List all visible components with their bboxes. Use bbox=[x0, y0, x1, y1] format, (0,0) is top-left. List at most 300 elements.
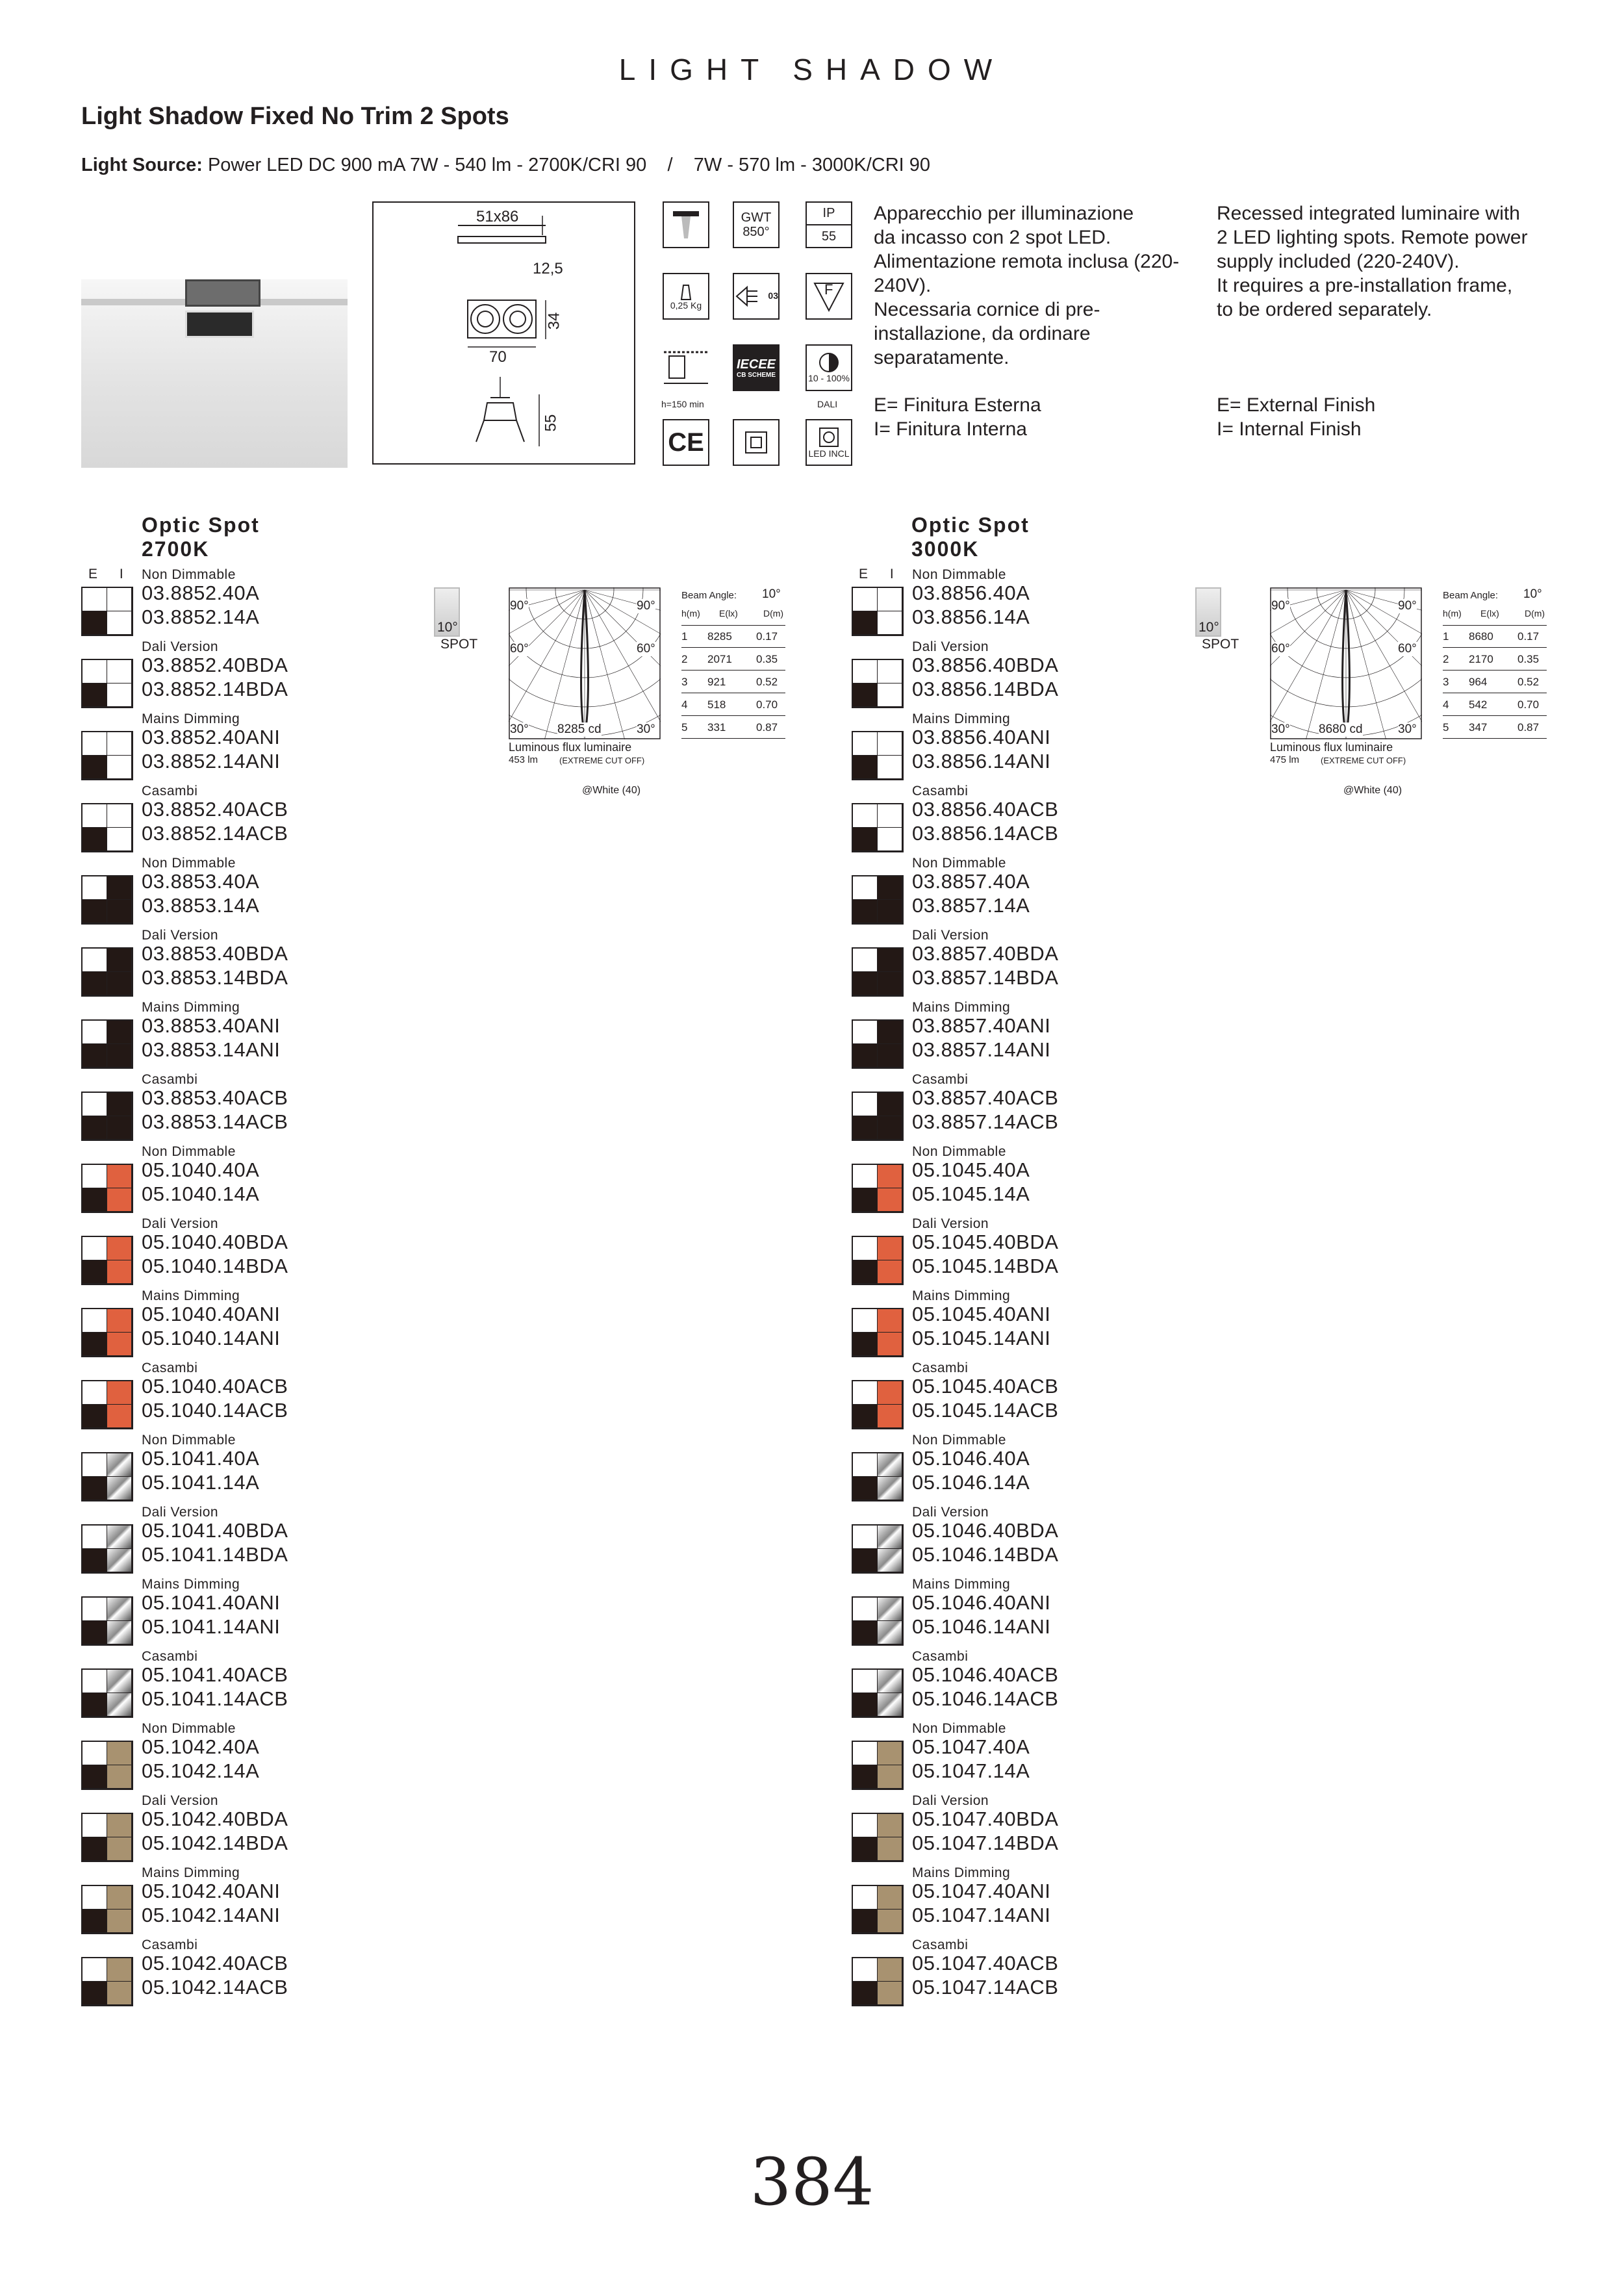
swatch-quadrant bbox=[82, 1621, 107, 1644]
product-group bbox=[81, 1144, 406, 1216]
swatch-quadrant bbox=[853, 804, 878, 828]
product-group bbox=[852, 784, 1176, 855]
version-label: Non Dimmable bbox=[912, 1144, 1006, 1159]
swatch-quadrant bbox=[878, 1021, 902, 1044]
swatch-quadrant bbox=[107, 1021, 132, 1044]
product-group bbox=[81, 1000, 406, 1071]
swatch-quadrant bbox=[107, 1044, 132, 1067]
product-code: 05.1040.14ANI bbox=[142, 1327, 281, 1349]
finish-swatch bbox=[852, 731, 904, 780]
swatch-quadrant bbox=[878, 660, 902, 683]
product-code: 05.1040.40A bbox=[142, 1158, 260, 1181]
product-code: 03.8852.40ANI bbox=[142, 726, 281, 748]
finish-swatch bbox=[81, 803, 133, 852]
product-group bbox=[81, 1721, 406, 1793]
product-code: 05.1042.40ACB bbox=[142, 1952, 288, 1974]
version-label: Non Dimmable bbox=[142, 567, 236, 582]
version-label: Dali Version bbox=[912, 1216, 989, 1231]
version-label: Mains Dimming bbox=[142, 1000, 240, 1015]
flux-value: 453 lm bbox=[509, 754, 539, 765]
swatch-quadrant bbox=[82, 1670, 107, 1693]
swatch-quadrant bbox=[82, 1165, 107, 1188]
version-label: Dali Version bbox=[912, 1505, 989, 1520]
product-group bbox=[81, 567, 406, 639]
finish-swatch bbox=[81, 1308, 133, 1357]
angle-60-right: 60° bbox=[637, 642, 655, 656]
finish-en-external: E= External Finish bbox=[1217, 394, 1376, 416]
cutoff-label: (EXTREME CUT OFF) bbox=[559, 756, 645, 765]
product-code: 03.8856.40BDA bbox=[912, 654, 1059, 676]
product-group bbox=[852, 639, 1176, 711]
version-label: Non Dimmable bbox=[142, 1721, 236, 1736]
swatch-quadrant bbox=[853, 900, 878, 923]
finish-swatch bbox=[852, 1668, 904, 1718]
swatch-quadrant bbox=[853, 1093, 878, 1116]
product-code: 05.1046.14ACB bbox=[912, 1687, 1059, 1710]
version-label: Mains Dimming bbox=[912, 1000, 1011, 1015]
swatch-quadrant bbox=[878, 804, 902, 828]
swatch-quadrant bbox=[82, 1765, 107, 1789]
product-code: 03.8852.14BDA bbox=[142, 678, 288, 700]
shadow-icon bbox=[663, 201, 709, 248]
swatch-quadrant bbox=[82, 1982, 107, 2005]
product-group bbox=[81, 1288, 406, 1360]
product-group bbox=[852, 567, 1176, 639]
dim-side: 12,5 bbox=[533, 260, 563, 277]
product-code: 05.1047.40A bbox=[912, 1735, 1030, 1758]
finish-swatch bbox=[81, 1236, 133, 1285]
product-group bbox=[852, 1649, 1176, 1720]
swatch-quadrant bbox=[82, 756, 107, 779]
column-header: D(m) bbox=[1525, 608, 1545, 619]
swatch-quadrant bbox=[82, 1910, 107, 1933]
product-title: Light Shadow Fixed No Trim 2 Spots bbox=[81, 103, 509, 130]
product-group bbox=[852, 1505, 1176, 1576]
angle-90-right: 90° bbox=[637, 599, 655, 613]
product-code-list-2700k bbox=[81, 567, 406, 2023]
swatch-quadrant bbox=[82, 1333, 107, 1356]
product-code: 05.1045.40BDA bbox=[912, 1231, 1059, 1253]
product-code: 05.1045.40ANI bbox=[912, 1303, 1051, 1325]
table-cell: 2071 bbox=[707, 653, 732, 665]
gwt-label: GWT bbox=[741, 211, 772, 225]
product-code: 05.1041.40ANI bbox=[142, 1591, 281, 1614]
description-it-line: separatamente. bbox=[874, 347, 1009, 368]
table-cell: 518 bbox=[707, 698, 726, 711]
swatch-quadrant bbox=[878, 972, 902, 995]
version-label: Casambi bbox=[142, 784, 198, 798]
product-code: 03.8857.14ANI bbox=[912, 1038, 1051, 1061]
beam-angle-value: 10° bbox=[1523, 587, 1542, 601]
finish-swatch bbox=[852, 659, 904, 708]
version-label: Casambi bbox=[912, 784, 969, 798]
swatch-quadrant bbox=[853, 1116, 878, 1140]
swatch-quadrant bbox=[878, 1549, 902, 1572]
led-incl-label: LED INCL bbox=[808, 448, 850, 459]
finish-swatch bbox=[81, 1092, 133, 1141]
swatch-quadrant bbox=[82, 1886, 107, 1910]
swatch-quadrant bbox=[853, 1670, 878, 1693]
spot-degree: 10° bbox=[1199, 620, 1219, 635]
cutoff-label: (EXTREME CUT OFF) bbox=[1321, 756, 1406, 765]
product-code: 03.8853.40ANI bbox=[142, 1014, 281, 1037]
gwt-icon bbox=[733, 201, 780, 248]
finish-it-external: E= Finitura Esterna bbox=[874, 394, 1041, 416]
product-code: 05.1045.14ANI bbox=[912, 1327, 1051, 1349]
product-group bbox=[81, 928, 406, 999]
product-group bbox=[81, 1505, 406, 1576]
table-row bbox=[681, 625, 785, 648]
iecee-icon bbox=[733, 344, 780, 391]
angle-90-left: 90° bbox=[510, 599, 529, 613]
product-group bbox=[81, 856, 406, 927]
swatch-quadrant bbox=[878, 1837, 902, 1861]
version-label: Mains Dimming bbox=[142, 711, 240, 726]
table-header bbox=[1443, 603, 1547, 626]
swatch-quadrant bbox=[878, 683, 902, 707]
finish-swatch bbox=[852, 947, 904, 997]
table-cell: 4 bbox=[1443, 698, 1449, 711]
photometry-3000k bbox=[1195, 585, 1559, 806]
finish-swatch bbox=[852, 1813, 904, 1862]
product-code: 03.8853.40ACB bbox=[142, 1086, 288, 1109]
product-group bbox=[852, 1937, 1176, 2009]
product-code-list-3000k bbox=[852, 567, 1176, 2023]
description-it-line: installazione, da ordinare bbox=[874, 323, 1091, 344]
finish-swatch bbox=[852, 1019, 904, 1069]
product-code: 05.1045.40A bbox=[912, 1158, 1030, 1181]
candela-value: 8680 cd bbox=[1319, 722, 1363, 736]
version-label: Non Dimmable bbox=[912, 856, 1006, 871]
product-code: 05.1040.14BDA bbox=[142, 1255, 288, 1277]
product-code: 05.1046.40ACB bbox=[912, 1663, 1059, 1686]
ce-icon: CE bbox=[663, 419, 709, 466]
finish-swatch bbox=[852, 1741, 904, 1790]
swatch-quadrant bbox=[878, 588, 902, 611]
swatch-quadrant bbox=[107, 1237, 132, 1260]
version-label: Dali Version bbox=[142, 639, 219, 654]
swatch-quadrant bbox=[853, 1958, 878, 1982]
table-cell: 0.70 bbox=[756, 698, 778, 711]
table-cell: 0.87 bbox=[756, 721, 778, 734]
swatch-quadrant bbox=[853, 1742, 878, 1765]
swatch-quadrant bbox=[82, 1453, 107, 1477]
table-row bbox=[1443, 671, 1547, 693]
dim-width: 70 bbox=[489, 348, 507, 366]
product-group bbox=[852, 1433, 1176, 1504]
swatch-quadrant bbox=[878, 1405, 902, 1428]
swatch-quadrant bbox=[82, 1116, 107, 1140]
swatch-quadrant bbox=[853, 1837, 878, 1861]
swatch-quadrant bbox=[853, 732, 878, 756]
product-group bbox=[81, 1793, 406, 1865]
version-label: Dali Version bbox=[912, 639, 989, 654]
swatch-quadrant bbox=[107, 1309, 132, 1333]
product-code: 03.8857.40ANI bbox=[912, 1014, 1051, 1037]
version-label: Mains Dimming bbox=[142, 1865, 240, 1880]
product-code: 05.1047.14BDA bbox=[912, 1832, 1059, 1854]
product-photo bbox=[81, 279, 348, 468]
product-code: 03.8857.40A bbox=[912, 870, 1030, 893]
table-cell: 0.35 bbox=[756, 653, 778, 665]
swatch-quadrant bbox=[107, 1549, 132, 1572]
product-group bbox=[81, 711, 406, 783]
swatch-quadrant bbox=[853, 1982, 878, 2005]
version-label: Dali Version bbox=[142, 1505, 219, 1520]
product-group bbox=[81, 1216, 406, 1288]
product-code: 05.1046.14ANI bbox=[912, 1615, 1051, 1638]
swatch-quadrant bbox=[853, 1765, 878, 1789]
product-group bbox=[81, 1865, 406, 1937]
table-cell: 0.35 bbox=[1517, 653, 1540, 665]
table-header bbox=[681, 603, 785, 626]
installation-icon bbox=[663, 344, 709, 391]
description-it-line: Necessaria cornice di pre- bbox=[874, 299, 1100, 320]
product-code: 05.1047.40ACB bbox=[912, 1952, 1059, 1974]
swatch-quadrant bbox=[107, 683, 132, 707]
version-label: Non Dimmable bbox=[912, 1433, 1006, 1448]
finish-swatch bbox=[81, 1019, 133, 1069]
swatch-quadrant bbox=[82, 1381, 107, 1405]
product-code: 03.8853.14A bbox=[142, 894, 260, 917]
swatch-quadrant bbox=[853, 972, 878, 995]
swatch-quadrant bbox=[853, 828, 878, 851]
description-it bbox=[874, 201, 1205, 370]
swatch-quadrant bbox=[878, 1814, 902, 1837]
finish-swatch bbox=[81, 1741, 133, 1790]
swatch-quadrant bbox=[82, 1742, 107, 1765]
swatch-quadrant bbox=[82, 1837, 107, 1861]
swatch-quadrant bbox=[853, 588, 878, 611]
f-mark-icon bbox=[806, 273, 852, 320]
product-code: 03.8857.40BDA bbox=[912, 942, 1059, 965]
dim-top: 51x86 bbox=[476, 208, 519, 225]
product-group bbox=[852, 711, 1176, 783]
swatch-quadrant bbox=[82, 611, 107, 635]
version-label: Dali Version bbox=[142, 928, 219, 943]
swatch-quadrant bbox=[878, 1886, 902, 1910]
product-code: 05.1040.14ACB bbox=[142, 1399, 288, 1422]
product-group bbox=[852, 1793, 1176, 1865]
swatch-quadrant bbox=[107, 1453, 132, 1477]
version-label: Mains Dimming bbox=[912, 1865, 1011, 1880]
swatch-quadrant bbox=[878, 1237, 902, 1260]
column-header: h(m) bbox=[681, 608, 700, 619]
product-code: 03.8856.14BDA bbox=[912, 678, 1059, 700]
product-code: 05.1047.14ANI bbox=[912, 1904, 1051, 1926]
light-source-text: Power LED DC 900 mA 7W - 540 lm - 2700K/CRI 90 / 7W - 570 lm - 3000K/CRI 90 bbox=[202, 155, 931, 175]
swatch-quadrant bbox=[878, 756, 902, 779]
swatch-quadrant bbox=[107, 1477, 132, 1500]
swatch-quadrant bbox=[82, 1814, 107, 1837]
swatch-quadrant bbox=[107, 660, 132, 683]
product-code: 05.1045.14BDA bbox=[912, 1255, 1059, 1277]
swatch-quadrant bbox=[107, 949, 132, 972]
swatch-quadrant bbox=[107, 804, 132, 828]
cct-label: 3000K bbox=[911, 537, 980, 561]
finish-swatch bbox=[852, 1452, 904, 1501]
photometry-2700k bbox=[434, 585, 798, 806]
column-header: E(lx) bbox=[1480, 608, 1499, 619]
product-code: 03.8852.40A bbox=[142, 581, 260, 604]
cct-label: 2700K bbox=[142, 537, 210, 561]
optic-label: Optic Spot bbox=[911, 513, 1030, 537]
swatch-quadrant bbox=[878, 1598, 902, 1621]
spot-label: SPOT bbox=[440, 637, 478, 652]
product-code: 03.8856.40ACB bbox=[912, 798, 1059, 821]
illuminance-table bbox=[681, 585, 785, 741]
swatch-quadrant bbox=[853, 1333, 878, 1356]
swatch-quadrant bbox=[878, 1381, 902, 1405]
swatch-quadrant bbox=[82, 1260, 107, 1284]
swatch-quadrant bbox=[82, 660, 107, 683]
description-en-line: 2 LED lighting spots. Remote power bbox=[1217, 227, 1528, 248]
dim-height: 55 bbox=[542, 414, 560, 432]
ip-value: 55 bbox=[821, 229, 837, 244]
table-row bbox=[1443, 648, 1547, 671]
candela-value: 8285 cd bbox=[557, 722, 602, 736]
dim-depth: 34 bbox=[545, 312, 563, 330]
product-code: 05.1041.40ACB bbox=[142, 1663, 288, 1686]
product-code: 05.1042.40BDA bbox=[142, 1808, 288, 1830]
angle-60-right: 60° bbox=[1398, 642, 1417, 656]
swatch-quadrant bbox=[107, 972, 132, 995]
swatch-quadrant bbox=[82, 804, 107, 828]
version-label: Casambi bbox=[912, 1361, 969, 1375]
version-label: Casambi bbox=[142, 1361, 198, 1375]
swatch-quadrant bbox=[107, 611, 132, 635]
finish-swatch bbox=[81, 731, 133, 780]
finish-swatch bbox=[81, 947, 133, 997]
product-code: 05.1046.14BDA bbox=[912, 1543, 1059, 1566]
swatch-quadrant bbox=[853, 1381, 878, 1405]
install-height: h=150 min bbox=[661, 399, 704, 409]
version-label: Non Dimmable bbox=[142, 1144, 236, 1159]
swatch-quadrant bbox=[82, 732, 107, 756]
swatch-quadrant bbox=[878, 900, 902, 923]
finish-swatch bbox=[852, 803, 904, 852]
product-code: 05.1045.14ACB bbox=[912, 1399, 1059, 1422]
led-incl-icon bbox=[806, 419, 852, 466]
swatch-quadrant bbox=[82, 972, 107, 995]
dimming-range: 10 - 100% bbox=[808, 373, 850, 384]
swatch-quadrant bbox=[853, 1549, 878, 1572]
swatch-quadrant bbox=[107, 1333, 132, 1356]
version-label: Dali Version bbox=[142, 1216, 219, 1231]
product-code: 03.8857.14A bbox=[912, 894, 1030, 917]
product-code: 05.1042.40A bbox=[142, 1735, 260, 1758]
table-cell: 542 bbox=[1469, 698, 1488, 711]
iecee-sub: CB SCHEME bbox=[736, 371, 776, 379]
product-group bbox=[852, 1144, 1176, 1216]
swatch-quadrant bbox=[107, 588, 132, 611]
product-code: 03.8856.14A bbox=[912, 606, 1030, 628]
swatch-quadrant bbox=[878, 1693, 902, 1717]
product-code: 05.1042.14A bbox=[142, 1759, 260, 1782]
angle-90-left: 90° bbox=[1271, 599, 1290, 613]
product-group bbox=[81, 784, 406, 855]
angle-90-right: 90° bbox=[1398, 599, 1417, 613]
version-label: Casambi bbox=[912, 1649, 969, 1664]
spot-degree: 10° bbox=[437, 620, 458, 635]
finish-swatch bbox=[81, 1164, 133, 1213]
table-cell: 0.52 bbox=[1517, 676, 1540, 688]
finish-swatch bbox=[852, 875, 904, 925]
finish-swatch bbox=[81, 875, 133, 925]
finish-en-internal: I= Internal Finish bbox=[1217, 418, 1362, 440]
finish-swatch bbox=[852, 1092, 904, 1141]
product-code: 05.1040.40ACB bbox=[142, 1375, 288, 1398]
table-cell: 921 bbox=[707, 676, 726, 688]
product-code: 05.1046.14A bbox=[912, 1471, 1030, 1494]
version-label: Casambi bbox=[142, 1072, 198, 1087]
table-row bbox=[1443, 625, 1547, 648]
table-cell: 3 bbox=[1443, 676, 1449, 688]
swatch-quadrant bbox=[107, 1958, 132, 1982]
ei-header: E I bbox=[88, 567, 133, 581]
product-group bbox=[81, 1361, 406, 1432]
version-label: Dali Version bbox=[912, 928, 989, 943]
finish-swatch bbox=[81, 1668, 133, 1718]
product-group bbox=[81, 1433, 406, 1504]
product-code: 03.8856.40ANI bbox=[912, 726, 1051, 748]
swatch-quadrant bbox=[107, 828, 132, 851]
product-code: 03.8852.14ACB bbox=[142, 822, 288, 845]
product-code: 03.8853.14BDA bbox=[142, 966, 288, 989]
swatch-quadrant bbox=[107, 1526, 132, 1549]
swatch-quadrant bbox=[82, 1021, 107, 1044]
page-number: 384 bbox=[750, 2144, 874, 2220]
product-group bbox=[81, 1577, 406, 1648]
swatch-quadrant bbox=[853, 1910, 878, 1933]
product-code: 05.1041.14ANI bbox=[142, 1615, 281, 1638]
table-cell: 331 bbox=[707, 721, 726, 734]
product-code: 03.8856.14ACB bbox=[912, 822, 1059, 845]
swatch-quadrant bbox=[107, 876, 132, 900]
weight-icon bbox=[663, 273, 709, 320]
table-cell: 8285 bbox=[707, 630, 732, 643]
finish-swatch bbox=[81, 1452, 133, 1501]
product-code: 03.8857.14BDA bbox=[912, 966, 1059, 989]
product-code: 03.8852.14A bbox=[142, 606, 260, 628]
product-code: 05.1041.14A bbox=[142, 1471, 260, 1494]
swatch-quadrant bbox=[107, 1910, 132, 1933]
version-label: Casambi bbox=[142, 1937, 198, 1952]
product-group bbox=[852, 1216, 1176, 1288]
swatch-quadrant bbox=[82, 1549, 107, 1572]
product-code: 03.8856.40A bbox=[912, 581, 1030, 604]
description-it-line: 240V). bbox=[874, 275, 932, 296]
swatch-quadrant bbox=[82, 1693, 107, 1717]
version-label: Mains Dimming bbox=[142, 1288, 240, 1303]
swatch-quadrant bbox=[853, 1814, 878, 1837]
finish-swatch bbox=[852, 587, 904, 636]
product-code: 03.8856.14ANI bbox=[912, 750, 1051, 773]
square-icon bbox=[733, 419, 780, 466]
swatch-quadrant bbox=[107, 732, 132, 756]
swatch-quadrant bbox=[107, 1742, 132, 1765]
table-cell: 964 bbox=[1469, 676, 1488, 688]
product-code: 05.1042.40ANI bbox=[142, 1880, 281, 1902]
version-label: Mains Dimming bbox=[912, 1577, 1011, 1592]
swatch-quadrant bbox=[853, 1021, 878, 1044]
angle-30-left: 30° bbox=[510, 722, 529, 736]
swatch-quadrant bbox=[878, 1765, 902, 1789]
swatch-quadrant bbox=[82, 1598, 107, 1621]
version-label: Non Dimmable bbox=[142, 856, 236, 871]
swatch-quadrant bbox=[107, 1260, 132, 1284]
swatch-quadrant bbox=[853, 1165, 878, 1188]
